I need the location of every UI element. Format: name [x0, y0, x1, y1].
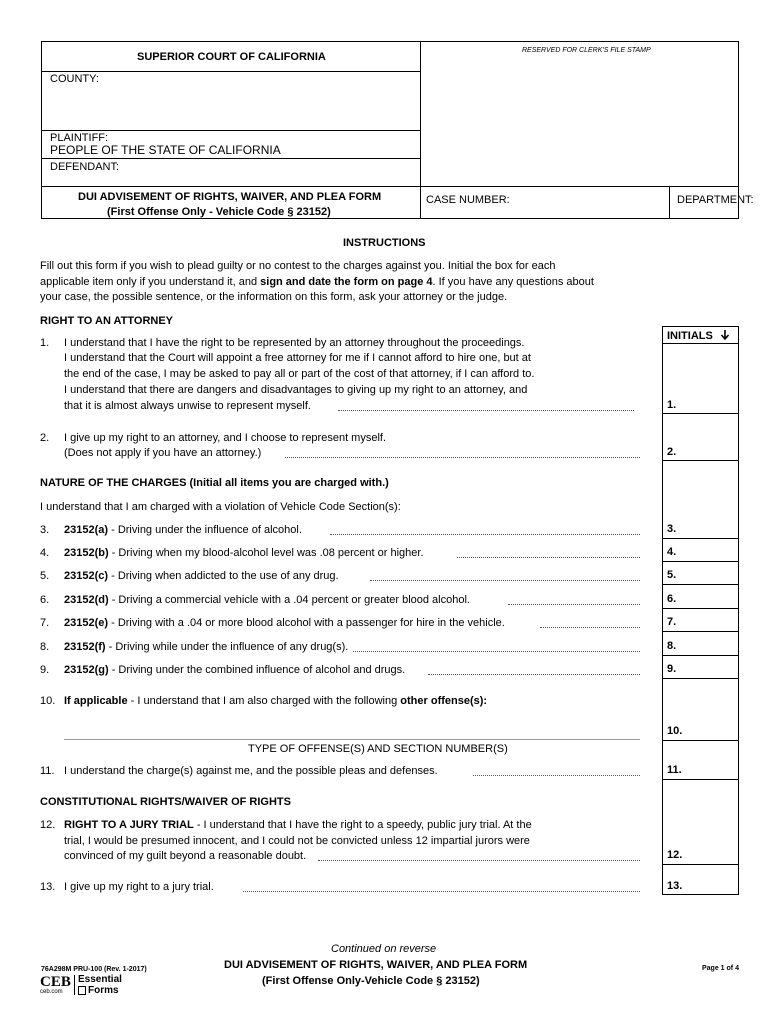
item-9-initial-box[interactable]	[662, 678, 738, 679]
logo-divider	[74, 975, 75, 995]
item-3-leader	[330, 534, 640, 535]
item-11-leader	[473, 775, 640, 776]
item-3-text: 23152(a) - Driving under the influence of alcohol.	[64, 524, 302, 536]
instructions-line2: applicable item only if you understand it, and sign and date the form on page 4. If you have any questions about	[40, 276, 594, 288]
section-heading-attorney: RIGHT TO AN ATTORNEY	[40, 315, 174, 327]
item-7-initial-number: 7.	[667, 616, 677, 628]
caption-divider-dept	[669, 186, 670, 219]
item-9-text: 23152(g) - Driving under the combined influence of alcohol and drugs.	[64, 664, 406, 676]
item-12-line1: RIGHT TO A JURY TRIAL - I understand that I have the right to a speedy, public jury trial. At the	[64, 819, 532, 831]
item-10-initial-number: 10.	[667, 725, 683, 737]
item-6-initial-number: 6.	[667, 593, 677, 605]
item-8-number: 8.	[40, 641, 50, 653]
section-heading-charges: NATURE OF THE CHARGES (Initial all items you are charged with.)	[40, 477, 389, 489]
department-label: DEPARTMENT:	[677, 194, 754, 206]
item-12-initial-box[interactable]	[662, 864, 738, 865]
item-1-leader	[338, 410, 634, 411]
item-1-number: 1.	[40, 337, 50, 349]
initials-column	[662, 326, 739, 895]
item-5-number: 5.	[40, 570, 50, 582]
item-4-number: 4.	[40, 547, 50, 559]
item-1-line2: I understand that the Court will appoint a free attorney for me if I cannot afford to hire one, but at	[64, 352, 531, 364]
item-8-initial-number: 8.	[667, 640, 677, 652]
instructions-line3: your case, the possible sentence, or the information on this form, ask your attorney or the judge.	[40, 291, 508, 303]
item-2-leader	[285, 457, 640, 458]
item-8-leader	[353, 651, 640, 652]
forms-icon	[78, 986, 86, 995]
instructions-heading: INSTRUCTIONS	[343, 237, 426, 249]
item-6-initial-box[interactable]	[662, 608, 738, 609]
item-10-text: If applicable - I understand that I am also charged with the following other offense(s):	[64, 695, 488, 707]
item-13-leader	[243, 891, 640, 892]
item-3-initial-number: 3.	[667, 523, 677, 535]
logo-essential: Essential	[78, 974, 122, 985]
item-10-initial-box[interactable]	[662, 740, 738, 741]
item-12-initial-number: 12.	[667, 849, 683, 861]
item-1-initial-box[interactable]	[662, 413, 738, 414]
item-7-leader	[540, 627, 640, 628]
item-13-initial-number: 13.	[667, 880, 683, 892]
item-2-line2: (Does not apply if you have an attorney.)	[64, 447, 262, 459]
item-9-number: 9.	[40, 664, 50, 676]
caption-line-defendant	[41, 186, 739, 187]
item-11-initial-number: 11.	[667, 764, 682, 776]
item-10-number: 10.	[40, 695, 56, 707]
county-label: COUNTY:	[50, 73, 99, 85]
item-2-initial-number: 2.	[667, 446, 677, 458]
item-10-caption: TYPE OF OFFENSE(S) AND SECTION NUMBER(S)	[248, 743, 508, 755]
item-2-number: 2.	[40, 432, 50, 444]
publisher-logo	[40, 974, 130, 998]
item-1-line3: the end of the case, I may be asked to pay all or part of the cost of that attorney, if I can afford to.	[64, 368, 535, 380]
instructions-line1: Fill out this form if you wish to plead guilty or no contest to the charges against you. Initial the box for each	[40, 260, 556, 272]
footer-title-line1: DUI ADVISEMENT OF RIGHTS, WAIVER, AND PLEA FORM	[224, 959, 528, 971]
item-8-text: 23152(f) - Driving while under the influence of any drug(s).	[64, 641, 349, 653]
item-2-line1: I give up my right to an attorney, and I choose to represent myself.	[64, 432, 387, 444]
item-12-line2: trial, I would be presumed innocent, and I could not be convicted unless 12 impartial jurors were	[64, 835, 530, 847]
item-7-text: 23152(e) - Driving with a .04 or more blood alcohol with a passenger for hire in the vehicle.	[64, 617, 505, 629]
charges-intro: I understand that I am charged with a violation of Vehicle Code Section(s):	[40, 501, 401, 513]
item-8-initial-box[interactable]	[662, 655, 738, 656]
item-4-initial-number: 4.	[667, 546, 677, 558]
item-9-initial-number: 9.	[667, 663, 677, 675]
item-13-text: I give up my right to a jury trial.	[64, 881, 214, 893]
item-1-line5: that it is almost always unwise to represent myself.	[64, 400, 311, 412]
clerk-stamp-label: RESERVED FOR CLERK'S FILE STAMP	[522, 47, 651, 54]
item-9-leader	[428, 674, 640, 675]
item-5-leader	[370, 580, 640, 581]
logo-ceb: CEB	[40, 974, 71, 990]
item-12-line3: convinced of my guilt beyond a reasonable doubt.	[64, 850, 307, 862]
form-id: 76A298M PRU-100 (Rev. 1-2017)	[41, 966, 147, 973]
court-name: SUPERIOR COURT OF CALIFORNIA	[137, 51, 326, 63]
item-7-number: 7.	[40, 617, 50, 629]
item-11-initial-box[interactable]	[662, 779, 738, 780]
initials-header-line	[662, 343, 738, 344]
item-4-leader	[457, 557, 640, 558]
item-6-text: 23152(d) - Driving a commercial vehicle with a .04 percent or greater blood alcohol.	[64, 594, 470, 606]
item-7-initial-box[interactable]	[662, 631, 738, 632]
item-1-initial-number: 1.	[667, 399, 677, 411]
caption-line-plaintiff	[41, 158, 420, 159]
footer-title-line2: (First Offense Only-Vehicle Code § 23152)	[262, 975, 480, 987]
plaintiff-value: PEOPLE OF THE STATE OF CALIFORNIA	[50, 143, 281, 157]
initials-header: INITIALS	[667, 329, 730, 343]
item-12-number: 12.	[40, 819, 56, 831]
defendant-label: DEFENDANT:	[50, 161, 120, 173]
page-number: Page 1 of 4	[702, 965, 739, 972]
item-11-text: I understand the charge(s) against me, and the possible pleas and defenses.	[64, 765, 438, 777]
item-13-number: 13.	[40, 881, 56, 893]
arrow-down-icon	[720, 330, 730, 340]
item-2-initial-box[interactable]	[662, 460, 738, 461]
continued-on-reverse: Continued on reverse	[331, 943, 437, 955]
item-11-number: 11.	[40, 765, 55, 777]
logo-forms: Forms	[88, 985, 119, 996]
item-3-number: 3.	[40, 524, 50, 536]
case-number-label: CASE NUMBER:	[426, 194, 510, 206]
item-5-initial-number: 5.	[667, 569, 677, 581]
caption-divider-vertical	[420, 41, 421, 219]
item-6-leader	[508, 604, 640, 605]
item-4-initial-box[interactable]	[662, 561, 738, 562]
form-title-line2: (First Offense Only - Vehicle Code § 23152)	[107, 206, 331, 218]
logo-site: ceb.com	[40, 989, 63, 995]
plaintiff-label: PLAINTIFF:	[50, 132, 109, 144]
item-1-line1: I understand that I have the right to be represented by an attorney throughout the proceedings.	[64, 337, 525, 349]
item-12-leader	[318, 860, 640, 861]
section-heading-constitutional: CONSTITUTIONAL RIGHTS/WAIVER OF RIGHTS	[40, 796, 291, 808]
item-5-initial-box[interactable]	[662, 584, 738, 585]
item-3-initial-box[interactable]	[662, 538, 738, 539]
item-1-line4: I understand that there are dangers and disadvantages to giving up my right to an attorney, and	[64, 384, 528, 396]
item-10-offense-line[interactable]	[64, 739, 640, 740]
item-6-number: 6.	[40, 594, 50, 606]
item-4-text: 23152(b) - Driving when my blood-alcohol level was .08 percent or higher.	[64, 547, 424, 559]
form-title-line1: DUI ADVISEMENT OF RIGHTS, WAIVER, AND PLEA FORM	[78, 191, 382, 203]
item-5-text: 23152(c) - Driving when addicted to the use of any drug.	[64, 570, 339, 582]
